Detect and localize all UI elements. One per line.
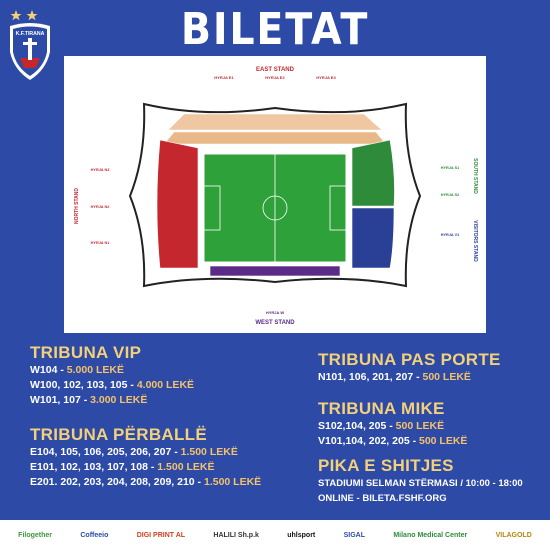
price-line: N101, 106, 201, 207 - 500 LEKË [318, 371, 471, 383]
vip-heading: TRIBUNA VIP [30, 343, 142, 362]
hyrja-s2-label: HYRJA S2 [440, 193, 460, 197]
north-stand-label: NORTH STAND [74, 187, 80, 225]
visitors-stand-label: VISITORS STAND [472, 220, 478, 262]
page-title: BILETAT [180, 4, 370, 55]
price-line: V101,104, 202, 205 - 500 LEKË [318, 435, 468, 447]
sales-location: STADIUMI SELMAN STËRMASI / 10:00 - 18:00 [318, 478, 523, 489]
south-stand-label: SOUTH STAND [472, 158, 478, 194]
stadium-map [64, 56, 486, 333]
sponsor-logo: DIGI PRINT AL [136, 531, 186, 539]
hyrja-n2-label: HYRJA N2 [90, 205, 110, 209]
sponsor-logo: HALILI Sh.p.k [213, 531, 259, 539]
price-line: W100, 102, 103, 105 - 4.000 LEKË [30, 379, 195, 391]
sponsor-logo: VILAGOLD [495, 531, 532, 539]
price-line: W101, 107 - 3.000 LEKË [30, 394, 148, 406]
hyrja-e1-label: HYRJA E1 [214, 75, 234, 80]
sponsor-logo: Coffeeio [80, 531, 109, 539]
hyrja-n1-label: HYRJA N1 [90, 241, 110, 245]
west-stand-seating[interactable] [210, 266, 340, 276]
pasporte-heading: TRIBUNA PAS PORTE [318, 350, 501, 369]
star-icon [11, 10, 22, 20]
price-line: E104, 105, 106, 205, 206, 207 - 1.500 LEKË [30, 446, 238, 458]
pika-section [318, 456, 523, 506]
visitors-stand-seating[interactable] [352, 208, 394, 268]
price-line: S102,104, 205 - 500 LEKË [318, 420, 445, 432]
hyrja-v1-label: HYRJA V1 [440, 233, 460, 237]
east-stand-label: EAST STAND [256, 67, 294, 73]
mike-section [318, 399, 467, 449]
north-stand-seating[interactable] [157, 140, 198, 268]
sponsor-logo: Milano Medical Center [393, 531, 468, 539]
pika-heading: PIKA E SHITJES [318, 456, 454, 475]
mike-heading: TRIBUNA MIKE [318, 399, 445, 418]
vip-section [30, 343, 194, 408]
price-line: E101, 102, 103, 107, 108 - 1.500 LEKË [30, 461, 215, 473]
price-line: W104 - 5.000 LEKË [30, 364, 124, 376]
hyrja-s1-label: HYRJA S1 [440, 166, 460, 170]
sponsor-logo: SIGAL [343, 531, 365, 539]
hyrja-n3-label: HYRJA N3 [90, 168, 110, 172]
sponsor-bar [0, 520, 550, 550]
perballe-heading: TRIBUNA PËRBALLË [30, 425, 207, 444]
logo-text: K.F.TIRANA [15, 31, 45, 37]
perballe-section [30, 425, 261, 490]
pitch [204, 154, 346, 262]
hyrja-e3-label: HYRJA E3 [316, 75, 336, 80]
sponsor-logo: Filogether [18, 531, 53, 539]
west-stand-label: WEST STAND [255, 320, 295, 326]
online-sales[interactable]: ONLINE - BILETA.FSHF.ORG [318, 493, 447, 504]
price-line: E201. 202, 203, 204, 208, 209, 210 - 1.500 LEKË [30, 476, 262, 488]
pasporte-section [318, 350, 501, 385]
sponsor-logo: uhlsport [287, 531, 316, 539]
hyrja-w-label: HYRJA W [265, 310, 285, 315]
east-stand-seating[interactable] [164, 114, 386, 144]
hyrja-e2-label: HYRJA E2 [265, 75, 285, 80]
south-stand-seating[interactable] [352, 140, 395, 206]
